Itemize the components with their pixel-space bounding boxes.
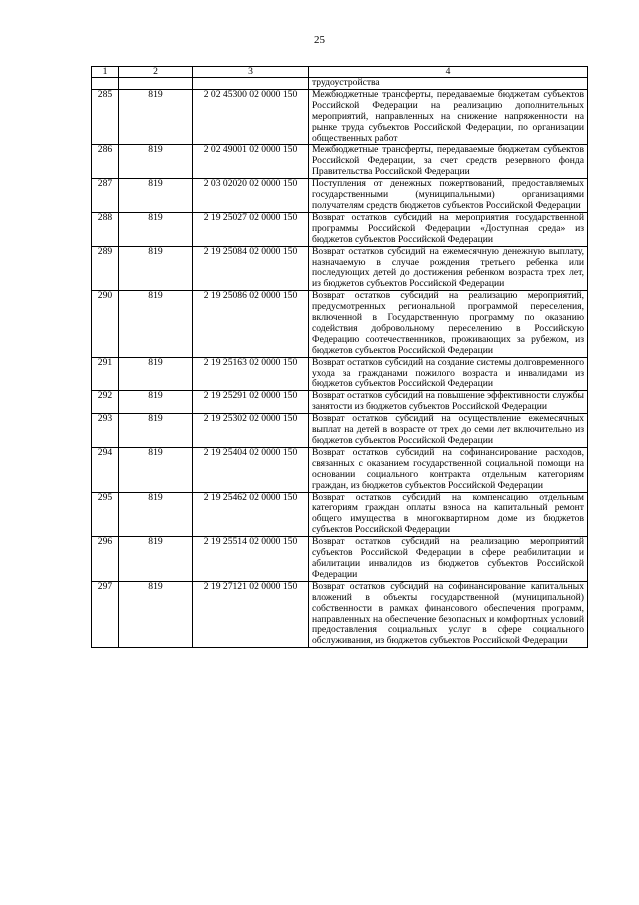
table-row [92,414,588,448]
admin-code: 819 [119,291,193,357]
row-number: 294 [92,447,119,492]
header-col-2: 2 [119,67,193,78]
table-row [92,391,588,414]
row-number: 289 [92,246,119,291]
row-number: 290 [92,291,119,357]
revenue-code: 2 19 25462 02 0000 150 [193,492,309,537]
table-row [92,246,588,291]
revenue-code: 2 02 49001 02 0000 150 [193,145,309,179]
revenue-code: 2 02 45300 02 0000 150 [193,89,309,145]
revenue-description: Возврат остатков субсидий на ежемесячную денежную выплату, назначаемую в случае рождения третьего ребенка или последующих детей до достижения ребенком возраста трех лет, из бюджетов субъектов Российской Федерации [309,246,588,291]
table-row [92,492,588,537]
row-number: 295 [92,492,119,537]
revenue-description: Возврат остатков субсидий на реализацию мероприятий, предусмотренных региональной программой переселения, включенной в Государственную программу по оказанию содействия добровольному переселению в Российскую Федерацию соотечественников, проживающих за рубежом, из бюджетов субъектов Российской Федерации [309,291,588,357]
admin-code: 819 [119,89,193,145]
row-number: 291 [92,357,119,391]
page-number: 25 [314,34,325,46]
revenue-description: Возврат остатков субсидий на софинансирование капитальных вложений в объекты государственной (муниципальной) собственности в рамках финансового обеспечения программ, направленных на обеспечение безопасных и комфортных условий предоставления социальных услуг в сфере социального обслуживания, из бюджетов субъектов Российской Федерации [309,581,588,647]
row-number: 296 [92,537,119,582]
revenue-description: Возврат остатков субсидий на реализацию мероприятий субъектов Российской Федерации в сфере реабилитации и абилитации инвалидов из бюджетов субъектов Российской Федерации [309,537,588,582]
revenue-code: 2 19 25514 02 0000 150 [193,537,309,582]
admin-code: 819 [119,537,193,582]
table-row [92,537,588,582]
revenue-description: Поступления от денежных пожертвований, предоставляемых государственными (муниципальными) организациями получателям средств бюджетов субъектов Российской Федерации [309,179,588,213]
admin-code: 819 [119,179,193,213]
revenue-description: Возврат остатков субсидий на мероприятия государственной программы Российской Федерации «Доступная среда» из бюджетов субъектов Российской Федерации [309,212,588,246]
revenue-code: 2 19 25302 02 0000 150 [193,414,309,448]
revenue-code: 2 03 02020 02 0000 150 [193,179,309,213]
table-row [92,179,588,213]
row-number: 288 [92,212,119,246]
table-row [92,212,588,246]
table-row [92,291,588,357]
revenue-description: Возврат остатков субсидий на создание системы долговременного ухода за гражданами пожилого возраста и инвалидами из бюджетов субъектов Российской Федерации [309,357,588,391]
revenue-description: Возврат остатков субсидий на компенсацию отдельным категориям граждан оплаты взноса на капитальный ремонт общего имущества в многоквартирном доме из бюджетов субъектов Российской Федерации [309,492,588,537]
revenue-code: 2 19 25404 02 0000 150 [193,447,309,492]
revenue-code: 2 19 25084 02 0000 150 [193,246,309,291]
row-number: 292 [92,391,119,414]
admin-code: 819 [119,414,193,448]
table-row [92,447,588,492]
table-header-row [92,67,588,78]
admin-code: 819 [119,357,193,391]
admin-code: 819 [119,492,193,537]
revenue-description: Межбюджетные трансферты, передаваемые бюджетам субъектов Российской Федерации, за счет средств резервного фонда Правительства Российской Федерации [309,145,588,179]
row-number: 287 [92,179,119,213]
admin-code: 819 [119,212,193,246]
admin-code: 819 [119,391,193,414]
revenue-code: 2 19 25027 02 0000 150 [193,212,309,246]
header-col-1: 1 [92,67,119,78]
row-number: 297 [92,581,119,647]
revenue-description: Межбюджетные трансферты, передаваемые бюджетам субъектов Российской Федерации на реализацию дополнительных мероприятий, направленных на снижение напряженности на рынке труда субъектов Российской Федерации, по организации общественных работ [309,89,588,145]
table-row [92,145,588,179]
row-number: 285 [92,89,119,145]
revenue-code: 2 19 25163 02 0000 150 [193,357,309,391]
revenue-code: 2 19 25291 02 0000 150 [193,391,309,414]
row-number: 286 [92,145,119,179]
admin-code: 819 [119,246,193,291]
table-row [92,357,588,391]
header-col-3: 3 [193,67,309,78]
revenue-code: 2 19 27121 02 0000 150 [193,581,309,647]
revenue-description: Возврат остатков субсидий на софинансирование расходов, связанных с оказанием государственной социальной помощи на основании социального контракта отдельным категориям граждан, из бюджетов субъектов Российской Федерации [309,447,588,492]
table-row [92,581,588,647]
revenue-description: Возврат остатков субсидий на осуществление ежемесячных выплат на детей в возрасте от трех до семи лет включительно из бюджетов субъектов Российской Федерации [309,414,588,448]
revenue-code: 2 19 25086 02 0000 150 [193,291,309,357]
table-row [92,89,588,145]
revenue-codes-table [91,66,588,648]
continuation-row [92,78,588,90]
revenue-description: Возврат остатков субсидий на повышение эффективности службы занятости из бюджетов субъектов Российской Федерации [309,391,588,414]
admin-code: 819 [119,581,193,647]
admin-code: 819 [119,447,193,492]
header-col-4: 4 [309,67,588,78]
admin-code: 819 [119,145,193,179]
row-number: 293 [92,414,119,448]
continuation-text: трудоустройства [309,78,588,90]
